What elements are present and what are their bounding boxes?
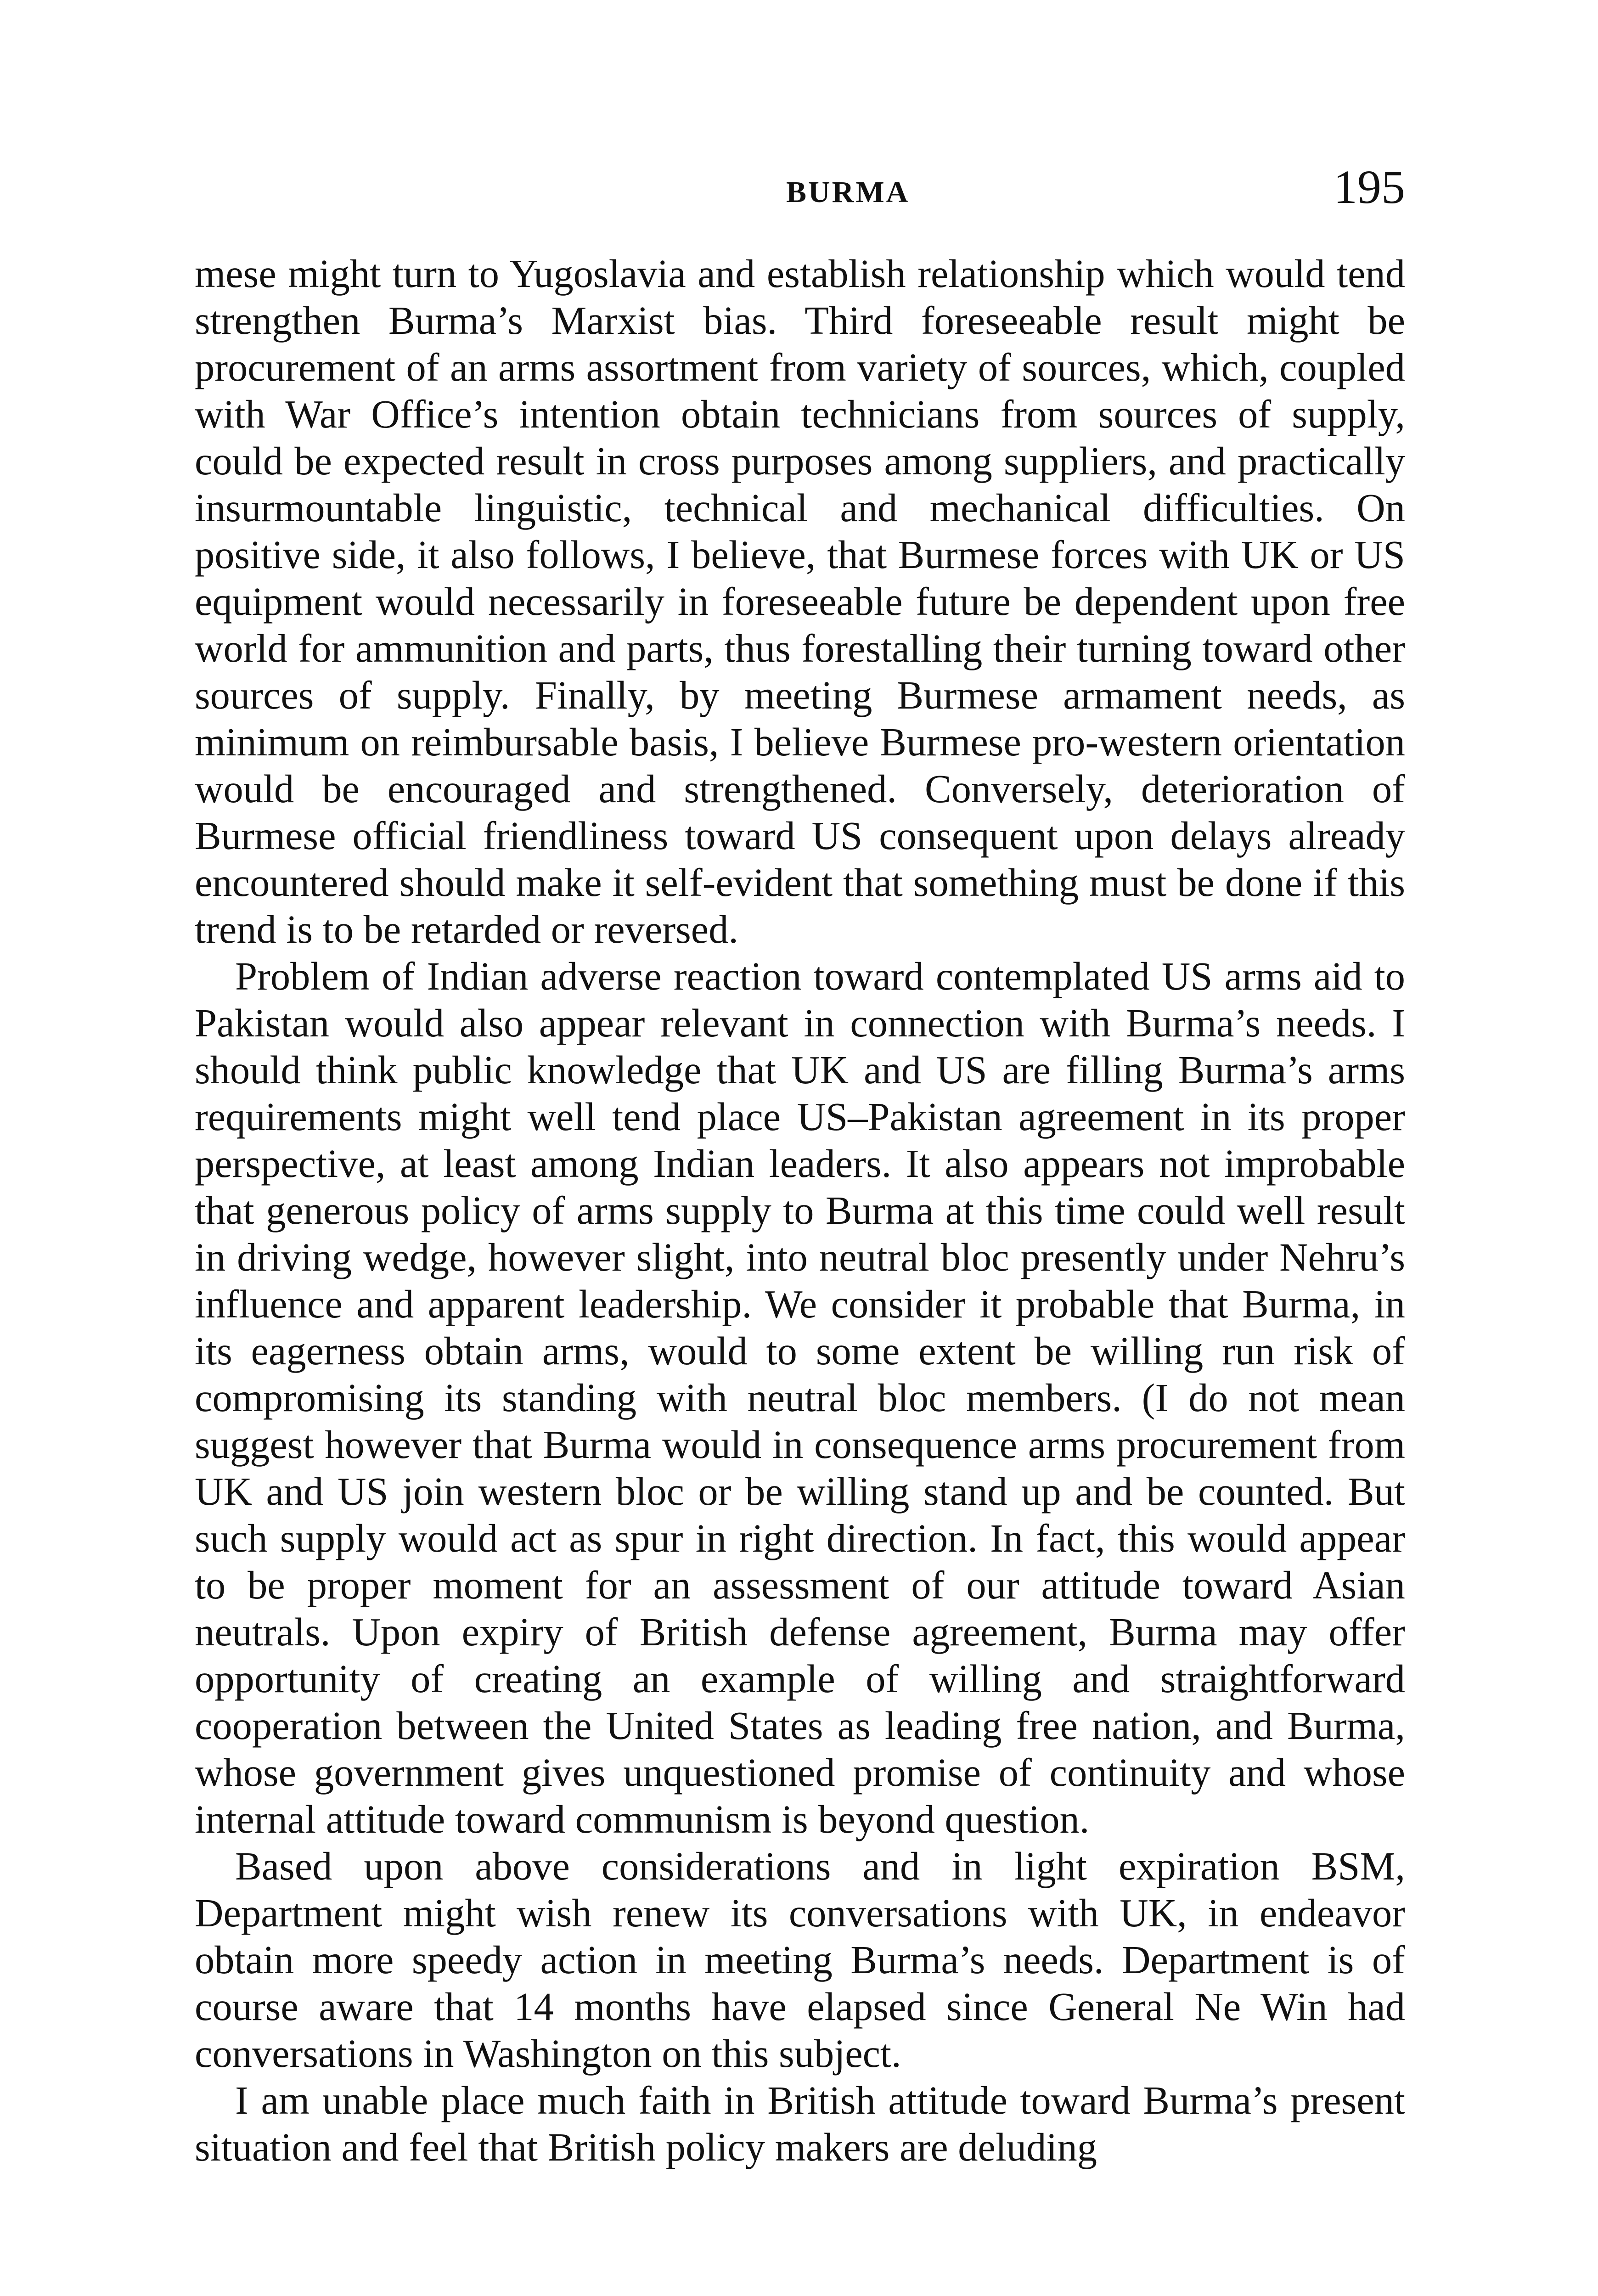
paragraph-considerations: Based upon above considerations and in light expiration BSM, Department might wish renew its conversations with UK, in endeavor obtain more speedy action in meeting Burma’s needs. Department is of course aware that 14 months have elapsed since General Ne Win had conversations in Washington on this subject. (195, 1844, 1405, 2076)
body-text (195, 250, 1405, 2296)
paragraph-continuation: mese might turn to Yugoslavia and establish relationship which would tend strengthen Burma’s Marxist bias. Third foreseeable result might be procurement of an arms assortment from variety of sources, which, coupled with War Office’s intention obtain technicians from sources of supply, could be expected result in cross purposes among suppliers, and practically insurmountable linguistic, technical and mechanical difficulties. On positive side, it also follows, I believe, that Burmese forces with UK or US equipment would necessarily in foreseeable future be dependent upon free world for ammunition and parts, thus forestalling their turning toward other sources of supply. Finally, by meeting Burmese armament needs, as minimum on reimbursable basis, I believe Burmese pro-western orientation would be encouraged and strengthened. Conversely, deterioration of Burmese official friendliness toward US consequent upon delays already encountered should make it self-evident that something must be done if this trend is to be retarded or reversed. (195, 252, 1405, 951)
paragraph-indian-reaction: Problem of Indian adverse reaction toward contemplated US arms aid to Pakistan would also appear relevant in connection with Burma’s needs. I should think public knowledge that UK and US are filling Burma’s arms requirements might well tend place US–Pakistan agreement in its proper perspective, at least among Indian leaders. It also appears not improbable that generous policy of arms supply to Burma at this time could well result in driving wedge, however slight, into neutral bloc presently under Nehru’s influence and apparent leadership. We consider it probable that Burma, in its eagerness obtain arms, would to some extent be willing run risk of compromising its standing with neutral bloc members. (I do not mean suggest however that Burma would in consequence arms procurement from UK and US join western bloc or be willing stand up and be counted. But such supply would act as spur in right direction. In fact, this would appear to be proper moment for an assessment of our attitude toward Asian neutrals. Upon expiry of British defense agreement, Burma may offer opportunity of creating an example of willing and straightforward cooperation between the United States as leading free nation, and Burma, whose government gives unquestioned promise of continuity and whose internal attitude toward communism is beyond question. (195, 954, 1405, 1841)
running-header (0, 0, 1598, 214)
page-number: 195 (1334, 161, 1405, 214)
running-title: BURMA (786, 175, 910, 209)
paragraph-british-attitude: I am unable place much faith in British attitude toward Burma’s present situation and feel that British policy makers are deluding (195, 2078, 1405, 2169)
